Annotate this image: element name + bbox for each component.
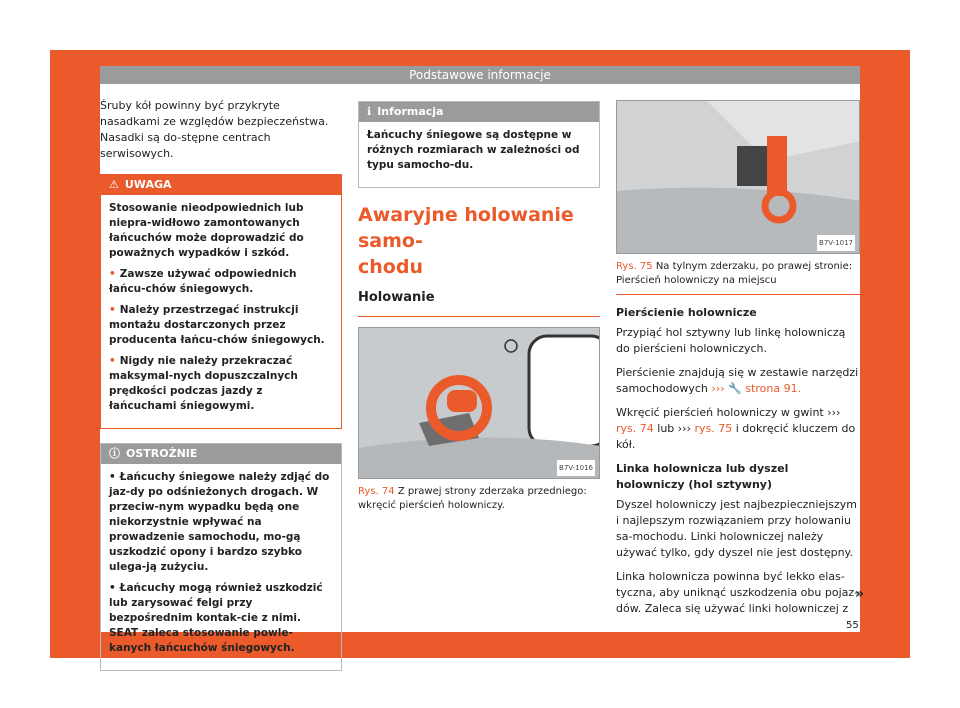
caution-body	[101, 464, 341, 670]
intro-text: Śruby kół powinny być przykryte nasadkami ze względów bezpieczeństwa. Nasadki są do-stępne centrach serwisowych.	[100, 99, 329, 160]
continue-marker: »	[855, 586, 865, 602]
paragraph: Dyszel holowniczy jest najbezpieczniejszym i najlepszym rozwiązaniem przy holowaniu sa-mochodu. Linki holowniczej należy używać tylko, gdy dyszel nie jest dostępny.	[616, 498, 858, 559]
page-link[interactable]: strona 91.	[745, 382, 802, 395]
figure-label: Rys. 75	[616, 261, 653, 272]
paragraph: Linka holownicza powinna być lekko elas-tyczna, aby uniknąć uszkodzenia obu pojaz-dów. Zaleca się używać linki holowniczej z	[616, 570, 859, 615]
figure-code: B7V-1017	[817, 235, 855, 251]
section-title	[358, 202, 600, 280]
rear-bumper-illustration	[617, 101, 860, 253]
info-header	[359, 102, 599, 122]
warning-header	[101, 175, 341, 195]
figure-75	[616, 100, 860, 254]
section-title-line: chodu	[358, 256, 423, 278]
column-1	[100, 98, 342, 683]
warning-icon: ⚠	[109, 178, 119, 191]
figure-caption-text: Z prawej strony zderzaka przedniego: wkręcić pierścień holowniczy.	[358, 486, 587, 511]
caution-bullet: • Łańcuchy śniegowe należy zdjąć do jaz-dy po odśnieżonych drogach. W przeciw-nym wypadku będą one niekorzystnie wpływać na prowadzenie samochodu, mo-gą uszkodzić opony i bardzo szybko ulega-ją zużyciu.	[109, 470, 333, 575]
info-text: Łańcuchy śniegowe są dostępne w różnych rozmiarach w zależności od typu samocho-du.	[367, 129, 580, 171]
wrench-icon: 🔧	[728, 382, 742, 395]
caution-header	[101, 444, 341, 464]
page-header: Podstawowe informacje	[100, 66, 860, 84]
divider	[616, 294, 860, 295]
figure-74	[358, 327, 600, 479]
paragraph	[616, 405, 860, 453]
figure-caption	[358, 485, 600, 513]
section-title-line: Awaryjne holowanie samo-	[358, 204, 574, 252]
page-number: 55	[846, 620, 859, 631]
warning-box	[100, 174, 342, 429]
heading-rings: Pierścienie holownicze	[616, 306, 757, 319]
figure-code: B7V-1016	[557, 460, 595, 476]
info-icon: ℹ	[367, 105, 372, 118]
warning-title: UWAGA	[124, 178, 172, 191]
front-bumper-illustration	[359, 328, 600, 478]
warning-bullet: • Zawsze używać odpowiednich łańcu-chów śniegowych.	[109, 267, 333, 297]
caution-title: OSTROŻNIE	[126, 447, 198, 460]
caution-box	[100, 443, 342, 671]
divider	[358, 316, 600, 317]
column-2	[358, 98, 600, 513]
info-title: Informacja	[377, 105, 444, 118]
column-3	[616, 98, 860, 625]
text: Pierścienie znajdują się w zestawie narzędzi samochodowych	[616, 366, 859, 395]
text: i dokręcić kluczem do kół.	[616, 422, 856, 451]
info-body	[359, 122, 599, 187]
warning-bullet: • Nigdy nie należy przekraczać maksymal-nych dopuszczalnych prędkości podczas jazdy z łańcuchami śniegowymi.	[109, 354, 333, 414]
figure-link[interactable]: rys. 75	[694, 422, 733, 435]
text: lub	[657, 422, 675, 435]
warning-text: Stosowanie nieodpowiednich lub niepra-widłowo zamontowanych łańcuchów może doprowadzić do poważnych wypadków i szkód.	[109, 202, 304, 259]
heading-tow: Linka holownicza lub dyszel holowniczy (hol sztywny)	[616, 462, 789, 491]
info-box	[358, 101, 600, 188]
caution-bullet: • Łańcuchy mogą również uszkodzić lub zarysować felgi przy bezpośrednim kontak-cie z nimi. SEAT zaleca stosowanie powle-kanych łańcuchów śniegowych.	[109, 581, 333, 656]
paragraph	[616, 365, 860, 397]
subsection-title: Holowanie	[358, 290, 435, 305]
arrow: ›››	[827, 406, 841, 419]
figure-caption-text: Na tylnym zderzaku, po prawej stronie: Pierścień holowniczy na miejscu	[616, 261, 853, 286]
warning-bullet: • Należy przestrzegać instrukcji montażu dostarczonych przez producenta łańcu-chów śniegowych.	[109, 303, 333, 348]
warning-body	[101, 195, 341, 428]
caution-icon: ⓘ	[109, 447, 120, 460]
text: Wkręcić pierścień holowniczy w gwint	[616, 406, 824, 419]
paragraph: Przypiąć hol sztywny lub linkę holowniczą do pierścieni holowniczych.	[616, 326, 846, 355]
arrow: ›››	[677, 422, 691, 435]
arrow: ›››	[711, 382, 725, 395]
figure-link[interactable]: rys. 74	[616, 422, 654, 435]
figure-caption	[616, 260, 860, 288]
figure-label: Rys. 74	[358, 486, 395, 497]
